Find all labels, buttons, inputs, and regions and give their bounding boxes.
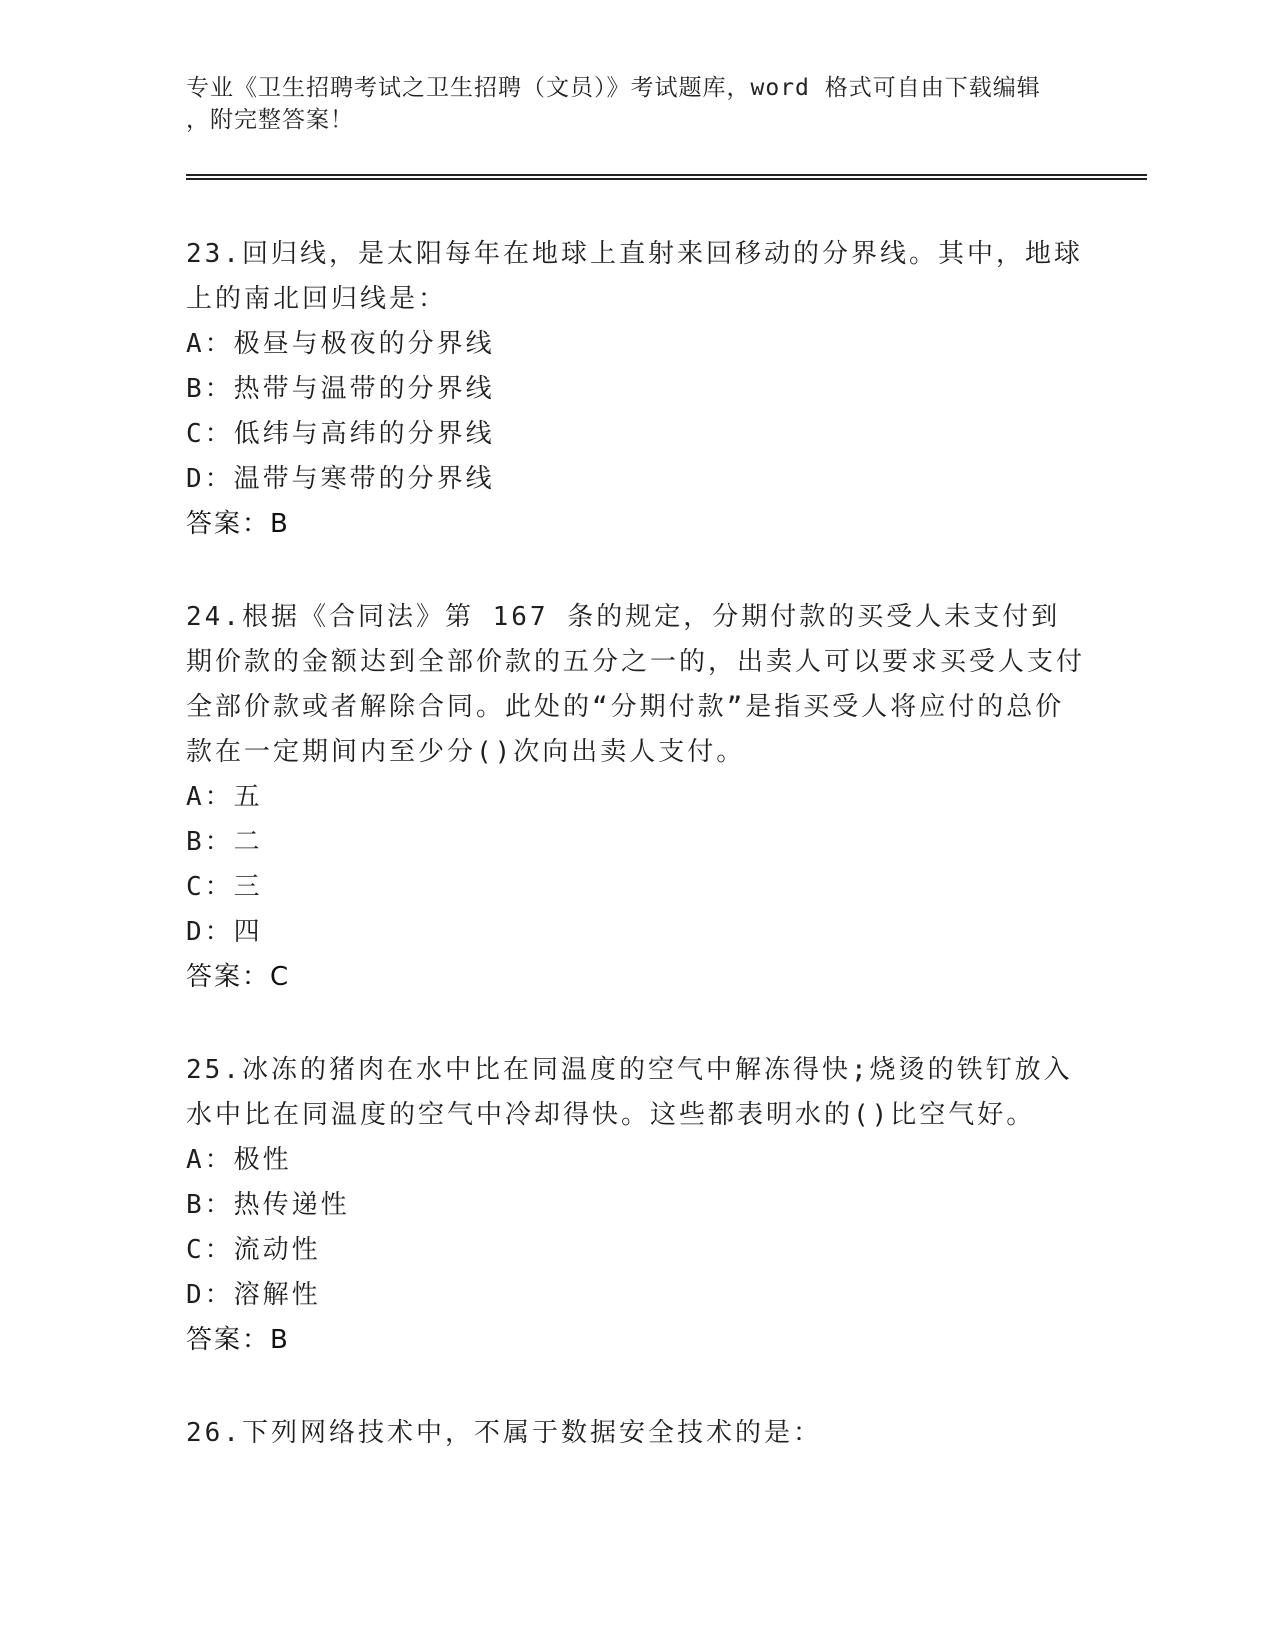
header-text-line2: ，附完整答案！ [186, 107, 354, 133]
option-d: D：溶解性 [186, 1280, 321, 1310]
option-c: C：三 [186, 872, 263, 902]
question-text: 26.下列网络技术中，不属于数据安全技术的是： [186, 1418, 822, 1448]
option-c: C：流动性 [186, 1235, 321, 1265]
question-text: 25.冰冻的猪肉在水中比在同温度的空气中解冻得快;烧烫的铁钉放入水中比在同温度的空气中冷却得快。这些都表明水的()比空气好。 [186, 1055, 1073, 1130]
question-24 [186, 595, 1086, 1000]
header-divider [186, 174, 1147, 180]
option-c: C：低纬与高纬的分界线 [186, 419, 495, 449]
answer-line: 答案：B [186, 509, 290, 539]
question-text: 24.根据《合同法》第 167 条的规定，分期付款的买受人未支付到期价款的金额达到全部价款的五分之一的，出卖人可以要求买受人支付全部价款或者解除合同。此处的“分期付款”是指买受人将应付的总价款在一定期间内至少分()次向出卖人支付。 [186, 602, 1086, 767]
option-d: D：四 [186, 917, 263, 947]
option-a: A：极性 [186, 1145, 292, 1175]
option-a: A：极昼与极夜的分界线 [186, 329, 495, 359]
option-b: B：热带与温带的分界线 [186, 374, 495, 404]
question-26 [186, 1411, 1086, 1456]
question-25 [186, 1048, 1086, 1363]
option-d: D：温带与寒带的分界线 [186, 464, 495, 494]
option-b: B：热传递性 [186, 1190, 350, 1220]
option-a: A：五 [186, 782, 263, 812]
header-text-line1: 专业《卫生招聘考试之卫生招聘（文员）》考试题库，word 格式可自由下载编辑 [186, 75, 1041, 101]
answer-line: 答案：B [186, 1325, 290, 1355]
question-text: 23.回归线，是太阳每年在地球上直射来回移动的分界线。其中，地球上的南北回归线是： [186, 239, 1083, 314]
answer-line: 答案：C [186, 962, 291, 992]
question-23 [186, 232, 1086, 547]
option-b: B：二 [186, 827, 263, 857]
document-header [186, 72, 1086, 136]
